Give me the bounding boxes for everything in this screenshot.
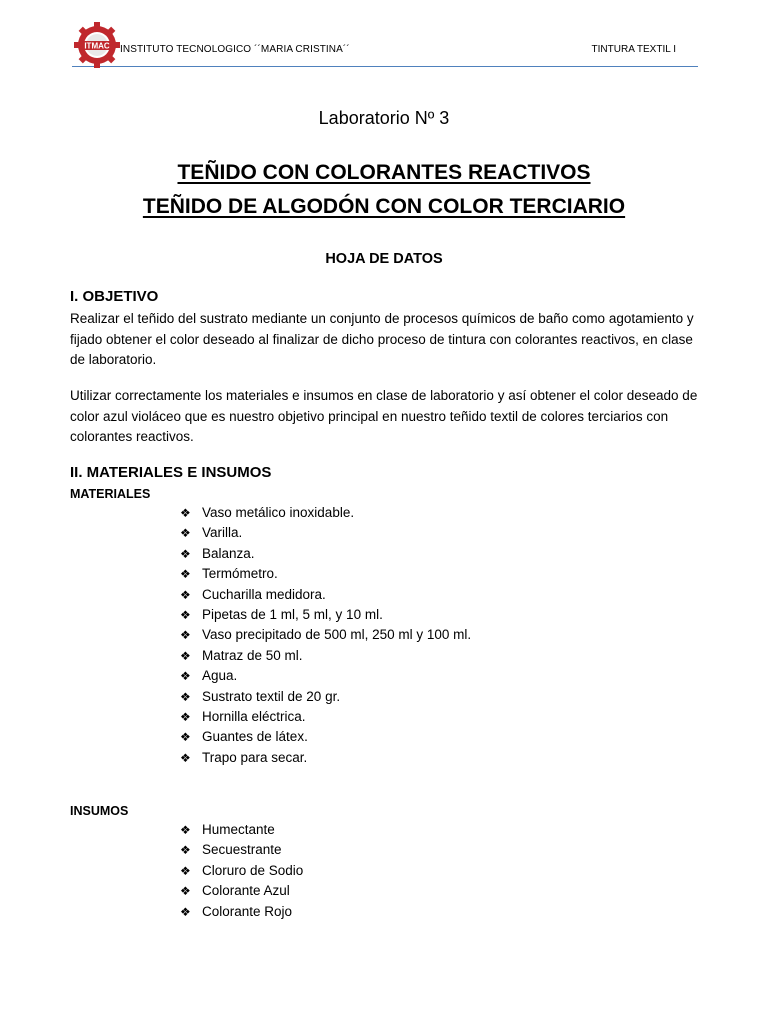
- diamond-bullet-icon: ❖: [180, 628, 191, 643]
- diamond-bullet-icon: ❖: [180, 823, 191, 837]
- list-item: ❖ Agua.: [180, 666, 471, 686]
- diamond-bullet-icon: ❖: [180, 709, 191, 724]
- list-item: ❖ Secuestrante: [180, 840, 303, 860]
- diamond-bullet-icon: ❖: [180, 607, 191, 622]
- diamond-bullet-icon: ❖: [180, 567, 191, 582]
- diamond-bullet-icon: ❖: [180, 884, 191, 899]
- diamond-bullet-icon: ❖: [180, 587, 191, 602]
- materiales-label: MATERIALES: [70, 487, 151, 501]
- diamond-bullet-icon: ❖: [180, 506, 191, 520]
- main-title-2: TEÑIDO DE ALGODÓN CON COLOR TERCIARIO: [142, 195, 626, 218]
- list-item: ❖ Trapo para secar.: [180, 748, 471, 768]
- page-header: [72, 20, 698, 67]
- sheet-subtitle: HOJA DE DATOS: [325, 251, 443, 267]
- main-title-1: TEÑIDO CON COLORANTES REACTIVOS: [177, 161, 591, 184]
- insumos-label: INSUMOS: [70, 804, 129, 818]
- list-item: ❖ Sustrato textil de 20 gr.: [180, 687, 471, 707]
- section-objetivo-heading: I. OBJETIVO: [70, 288, 159, 305]
- list-item: ❖ Colorante Rojo: [180, 902, 303, 922]
- diamond-bullet-icon: ❖: [180, 863, 191, 878]
- list-item: ❖ Vaso precipitado de 500 ml, 250 ml y 100 ml.: [180, 625, 471, 645]
- diamond-bullet-icon: ❖: [180, 669, 191, 684]
- list-item: ❖ Cucharilla medidora.: [180, 585, 471, 605]
- list-item: ❖ Vaso metálico inoxidable.: [180, 503, 471, 523]
- lab-title: Laboratorio Nº 3: [318, 108, 450, 128]
- objetivo-paragraph-2: Utilizar correctamente los materiales e insumos en clase de laboratorio y así obtener el color deseado de color azul violáceo que es nuestro objetivo principal en nuestro teñido textil de colores terciarios con colorantes reactivos.: [70, 388, 698, 444]
- course-name: TINTURA TEXTIL I: [591, 44, 676, 55]
- list-item: ❖ Balanza.: [180, 544, 471, 564]
- section-materiales-heading: II. MATERIALES E INSUMOS: [70, 464, 272, 481]
- diamond-bullet-icon: ❖: [180, 904, 191, 919]
- insumos-list: [180, 820, 303, 922]
- objetivo-paragraph-1: Realizar el teñido del sustrato mediante un conjunto de procesos químicos de baño como agotamiento y fijado obtener el color deseado al finalizar de dicho proceso de tintura con colorantes reactivos, en clase de laboratorio.: [70, 311, 694, 367]
- list-item: ❖ Pipetas de 1 ml, 5 ml, y 10 ml.: [180, 605, 471, 625]
- diamond-bullet-icon: ❖: [180, 730, 191, 745]
- list-item: ❖ Varilla.: [180, 523, 471, 543]
- list-item: ❖ Guantes de látex.: [180, 727, 471, 747]
- diamond-bullet-icon: ❖: [180, 546, 191, 561]
- list-item: ❖ Humectante: [180, 820, 303, 840]
- diamond-bullet-icon: ❖: [180, 689, 191, 704]
- materiales-list: [180, 503, 471, 768]
- list-item: ❖ Matraz de 50 ml.: [180, 646, 471, 666]
- list-item: ❖ Colorante Azul: [180, 881, 303, 901]
- logo-text: ITMAC: [84, 41, 110, 51]
- list-item: ❖ Cloruro de Sodio: [180, 861, 303, 881]
- diamond-bullet-icon: ❖: [180, 843, 191, 858]
- itmac-logo: [74, 22, 120, 68]
- diamond-bullet-icon: ❖: [180, 648, 191, 663]
- diamond-bullet-icon: ❖: [180, 526, 191, 541]
- institute-name: INSTITUTO TECNOLOGICO ´´MARIA CRISTINA´´: [120, 44, 350, 55]
- diamond-bullet-icon: ❖: [180, 750, 191, 765]
- list-item: ❖ Hornilla eléctrica.: [180, 707, 471, 727]
- list-item: ❖ Termómetro.: [180, 564, 471, 584]
